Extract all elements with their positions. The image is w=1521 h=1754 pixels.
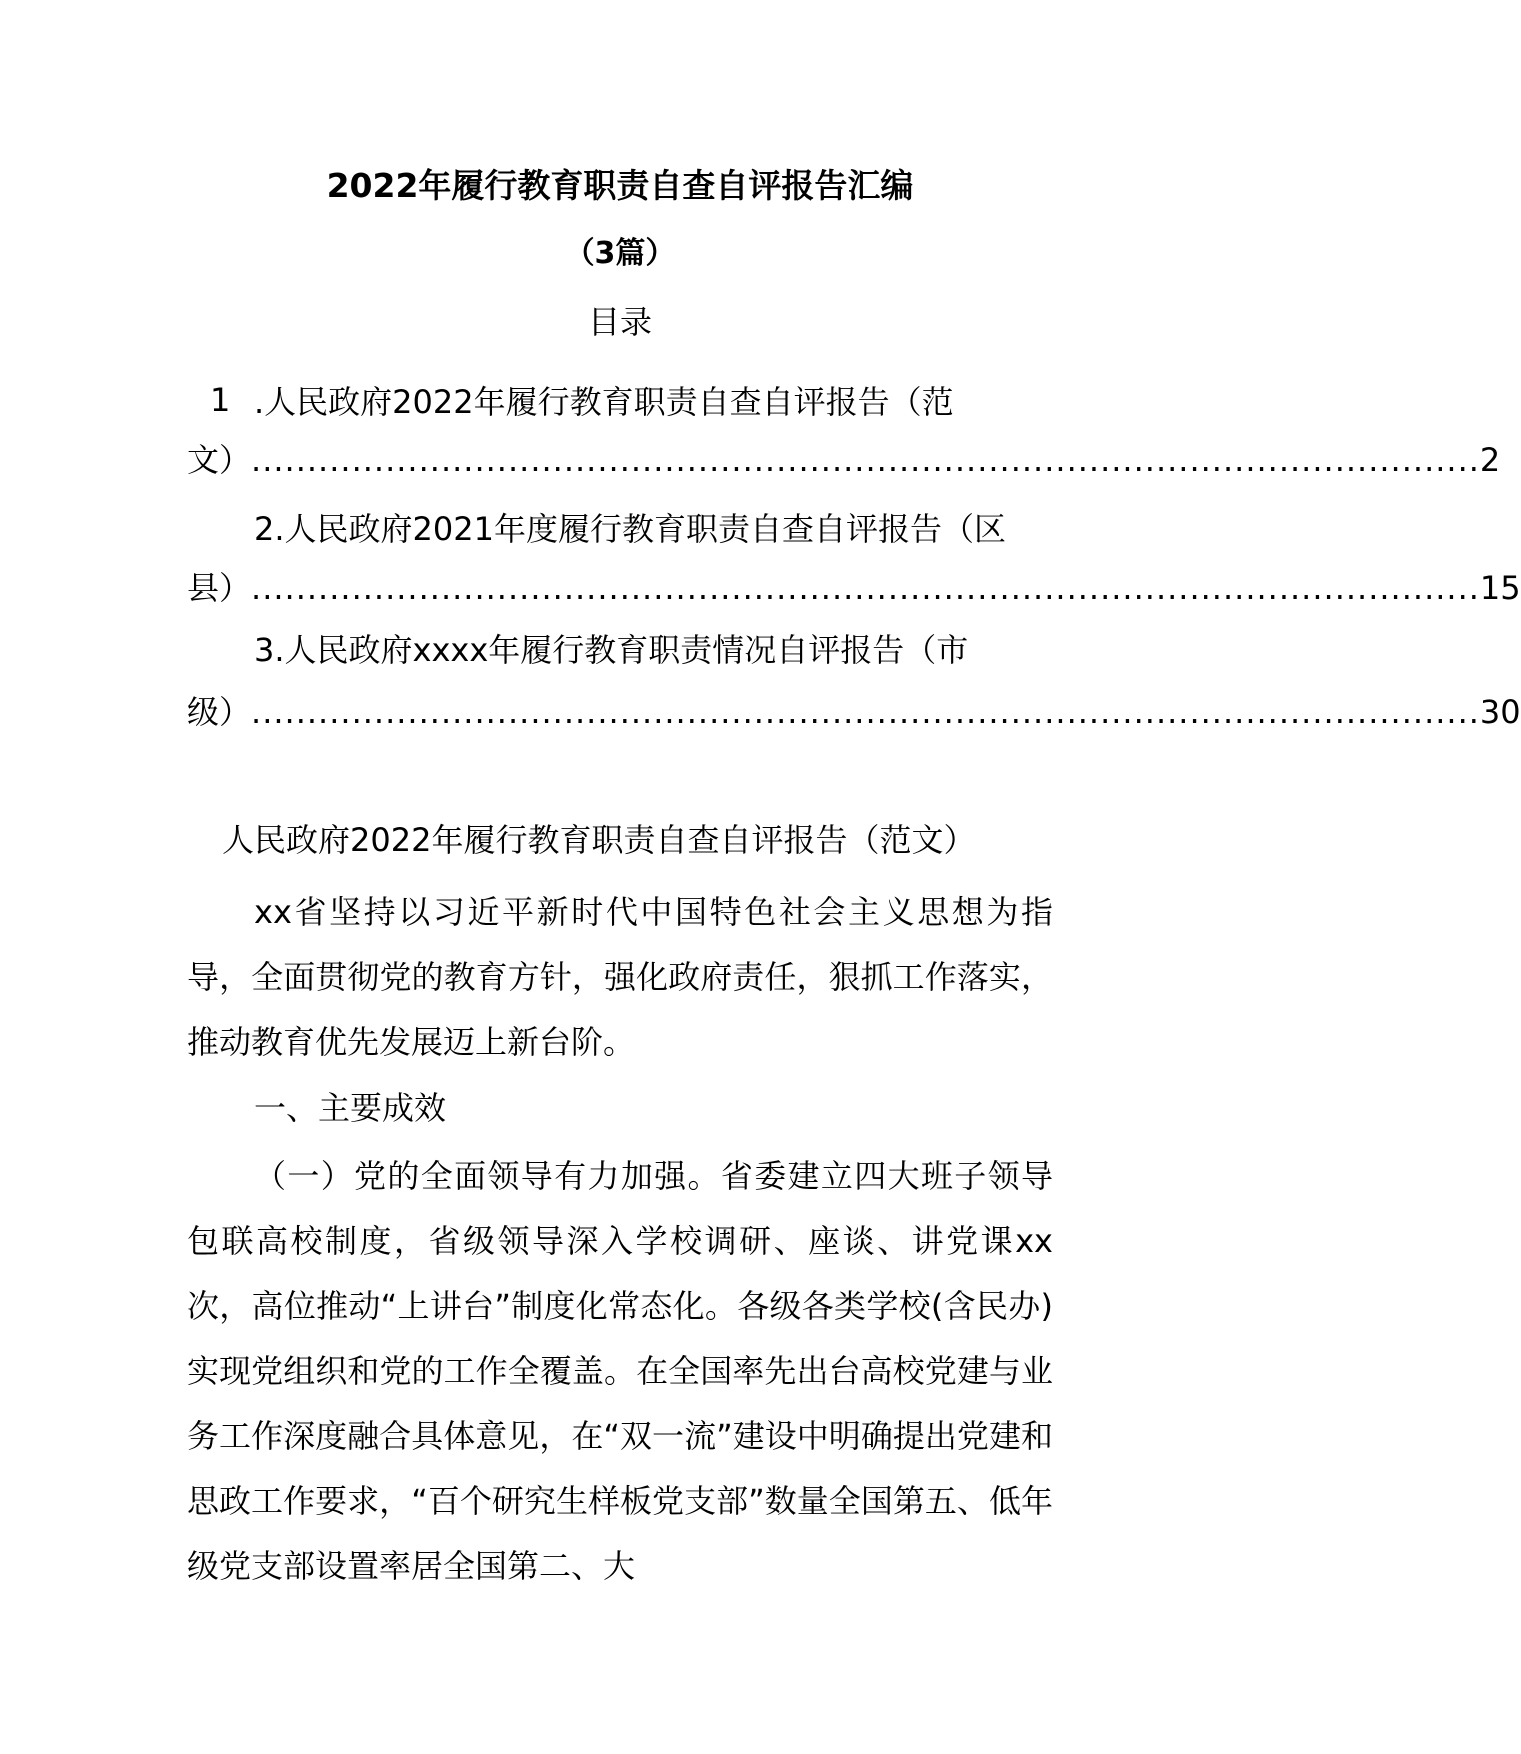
intro-paragraph: xx省坚持以习近平新时代中国特色社会主义思想为指导，全面贯彻党的教育方针，强化政府责任，狠抓工作落实，推动教育优先发展迈上新台阶。 bbox=[187, 893, 1053, 1061]
toc-entry-lead: 文） bbox=[187, 441, 252, 479]
toc-page-number: 2 bbox=[1479, 441, 1501, 479]
section-paragraph: （一）党的全面领导有力加强。省委建立四大班子领导包联高校制度，省级领导深入学校调研、座谈、讲党课xx次，高位推动“上讲台”制度化常态化。各级各类学校(含民办)实现党组织和党的工作全覆盖。在全国率先出台高校党建与业务工作深度融合具体意见，在“双一流”建设中明确提出党建和思政工作要求，“百个研究生样板党支部”数量全国第五、低年级党支部设置率居全国第二、大 bbox=[187, 1157, 1053, 1585]
article-title: 人民政府2022年履行教育职责自查自评报告（范文） bbox=[222, 821, 976, 859]
toc-entry-lead: 县） bbox=[187, 569, 252, 607]
document-title: 2022年履行教育职责自查自评报告汇编 bbox=[326, 166, 914, 205]
document-subtitle: （3篇） bbox=[564, 236, 676, 271]
toc-entry-lead: 级） bbox=[187, 693, 252, 731]
toc-leader-dots: .............................................................................................................. bbox=[251, 569, 1480, 607]
toc-entry-continuation bbox=[187, 434, 1501, 486]
toc-leader-dots: .............................................................................................................. bbox=[251, 693, 1480, 731]
toc-page-number: 30 bbox=[1479, 693, 1521, 731]
toc-entry-continuation bbox=[187, 686, 1521, 738]
toc-entry-title: 2.人民政府2021年度履行教育职责自查自评报告（区 bbox=[254, 510, 1006, 548]
toc-heading: 目录 bbox=[587, 303, 652, 341]
toc-page-number: 15 bbox=[1479, 569, 1521, 607]
section-heading: 一、主要成效 bbox=[254, 1089, 447, 1127]
toc-entry-title: 3.人民政府xxxx年履行教育职责情况自评报告（市 bbox=[254, 631, 969, 669]
toc-leader-dots: .............................................................................................................. bbox=[251, 441, 1480, 479]
toc-entry-title: .人民政府2022年履行教育职责自查自评报告（范 bbox=[254, 383, 954, 421]
toc-entry-continuation bbox=[187, 562, 1521, 614]
toc-number: 1 bbox=[210, 381, 231, 419]
